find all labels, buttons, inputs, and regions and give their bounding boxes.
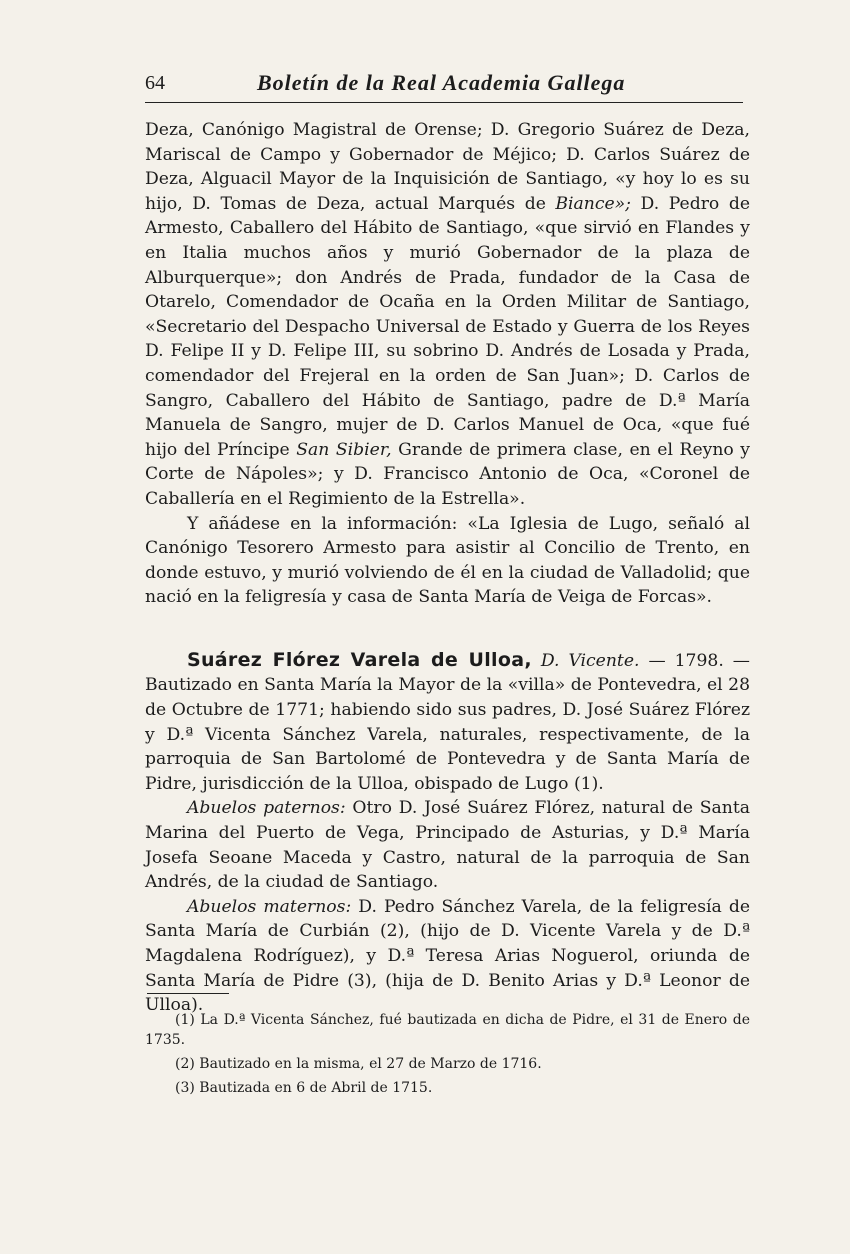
paragraph-informacion: Y añádese en la información: «La Iglesia de Lugo, señaló al Canónigo Tesorero Armesto para asistir al Concilio de Trento, en donde estuvo, y murió volviendo de él en la ciudad de Valladolid; que nació en la feligresía y casa de Santa María de Veiga de Forcas». (145, 513, 750, 608)
paragraph-abuelos-maternos: Abuelos maternos: D. Pedro Sánchez Varela, de la feligresía de Santa María de Curbián (2), (hijo de D. Vicente Varela y de D.ª Magdalena Rodríguez), y D.ª Teresa Arias Noguerol, oriunda de Santa María de Pidre (3), (hija de D. Benito Arias y D.ª Leonor de Ulloa). (145, 896, 750, 1016)
entry-suarez-florez: Suárez Flórez Varela de Ulloa, D. Vicente. — 1798. — Bautizado en Santa María la Mayor de la «villa» de Pontevedra, el 28 de Octubre de 1771; habiendo sido sus padres, D. José Suárez Flórez y D.ª Vicenta Sánchez Varela, naturales, respectivamente, de la parroquia de San Bartolomé de Pontevedra y de Santa María de Pidre, jurisdicción de la Ulloa, obispado de Lugo (1). (145, 648, 751, 794)
running-title: Boletín de la Real Academia Gallega (257, 70, 626, 95)
page-header (145, 68, 743, 103)
footnote-3: (3) Bautizada en 6 de Abril de 1715. (175, 1080, 433, 1096)
page-number: 64 (145, 72, 165, 94)
body-text (145, 118, 750, 1018)
footnote-2: (2) Bautizado en la misma, el 27 de Marzo de 1716. (175, 1056, 542, 1072)
footnote-rule (147, 993, 229, 994)
footnotes (145, 1010, 750, 1102)
entry-name: Suárez Flórez Varela de Ulloa, (187, 648, 532, 671)
paragraph-abuelos-paternos: Abuelos paternos: Otro D. José Suárez Flórez, natural de Santa Marina del Puerto de Vega, Principado de Asturias, y D.ª María Josefa Seoane Maceda y Castro, natural de la parroquia de San Andrés, de la ciudad de Santiago. (145, 798, 751, 893)
paragraph-continuation: Deza, Canónigo Magistral de Orense; D. Gregorio Suárez de Deza, Mariscal de Campo y Gobernador de Méjico; D. Carlos Suárez de Deza, Alguacil Mayor de la Inquisición de Santiago, «y hoy lo es su hijo, D. Tomas de Deza, actual Marqués de Biance»; D. Pedro de Armesto, Caballero del Hábito de Santiago, «que sirvió en Flandes y en Italia muchos años y murió Gobernador de la plaza de Alburquerque»; don Andrés de Prada, fundador de la Casa de Otarelo, Comendador de Ocaña en la Orden Militar de Santiago, «Secretario del Despacho Universal de Estado y Guerra de los Reyes D. Felipe II y D. Felipe III, su sobrino D. Andrés de Losada y Prada, comendador del Frejeral en la orden de San Juan»; D. Carlos de Sangro, Caballero del Hábito de Santiago, padre de D.ª María Manuela de Sangro, mujer de D. Carlos Manuel de Oca, «que fué hijo del Príncipe San Sibier, Grande de primera clase, en el Reyno y Corte de Nápoles»; y D. Francisco Antonio de Oca, «Coronel de Caballería en el Regimiento de la Estrella». (145, 120, 751, 509)
footnote-1: (1) La D.ª Vicenta Sánchez, fué bautizada en dicha de Pidre, el 31 de Enero de 1735. (145, 1012, 750, 1048)
